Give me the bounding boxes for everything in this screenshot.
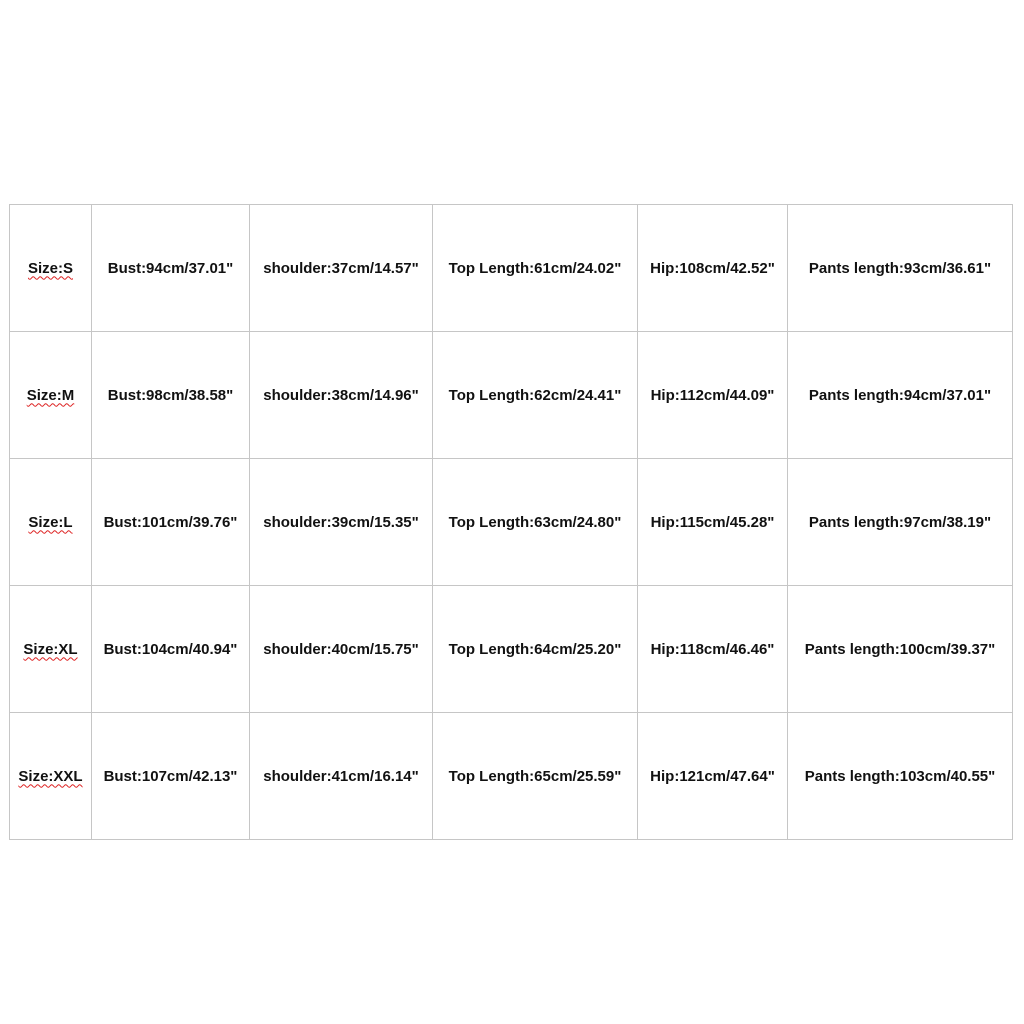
shoulder-cell: shoulder:41cm/16.14" [250, 713, 433, 840]
pants-length-cell: Pants length:93cm/36.61" [788, 205, 1013, 332]
hip-cell: Hip:112cm/44.09" [638, 332, 788, 459]
size-cell [10, 459, 92, 586]
size-cell [10, 205, 92, 332]
top-length-cell: Top Length:65cm/25.59" [433, 713, 638, 840]
bust-cell: Bust:104cm/40.94" [92, 586, 250, 713]
top-length-cell: Top Length:64cm/25.20" [433, 586, 638, 713]
table-row [10, 332, 1013, 459]
hip-cell: Hip:108cm/42.52" [638, 205, 788, 332]
shoulder-cell: shoulder:39cm/15.35" [250, 459, 433, 586]
size-label: Size:S [27, 259, 73, 277]
table-row [10, 205, 1013, 332]
bust-cell: Bust:94cm/37.01" [92, 205, 250, 332]
top-length-cell: Top Length:63cm/24.80" [433, 459, 638, 586]
pants-length-cell: Pants length:103cm/40.55" [788, 713, 1013, 840]
pants-length-cell: Pants length:100cm/39.37" [788, 586, 1013, 713]
shoulder-cell: shoulder:40cm/15.75" [250, 586, 433, 713]
pants-length-cell: Pants length:97cm/38.19" [788, 459, 1013, 586]
table-row [10, 459, 1013, 586]
hip-cell: Hip:121cm/47.64" [638, 713, 788, 840]
size-cell [10, 332, 92, 459]
shoulder-cell: shoulder:37cm/14.57" [250, 205, 433, 332]
size-cell [10, 713, 92, 840]
size-chart-table [9, 204, 1013, 840]
pants-length-cell: Pants length:94cm/37.01" [788, 332, 1013, 459]
size-label: Size:XXL [18, 767, 83, 785]
bust-cell: Bust:101cm/39.76" [92, 459, 250, 586]
size-label: Size:M [26, 386, 75, 404]
top-length-cell: Top Length:61cm/24.02" [433, 205, 638, 332]
size-cell [10, 586, 92, 713]
top-length-cell: Top Length:62cm/24.41" [433, 332, 638, 459]
bust-cell: Bust:98cm/38.58" [92, 332, 250, 459]
size-label: Size:XL [23, 640, 78, 658]
shoulder-cell: shoulder:38cm/14.96" [250, 332, 433, 459]
hip-cell: Hip:115cm/45.28" [638, 459, 788, 586]
hip-cell: Hip:118cm/46.46" [638, 586, 788, 713]
table-row [10, 586, 1013, 713]
bust-cell: Bust:107cm/42.13" [92, 713, 250, 840]
table-row [10, 713, 1013, 840]
size-label: Size:L [28, 513, 73, 531]
